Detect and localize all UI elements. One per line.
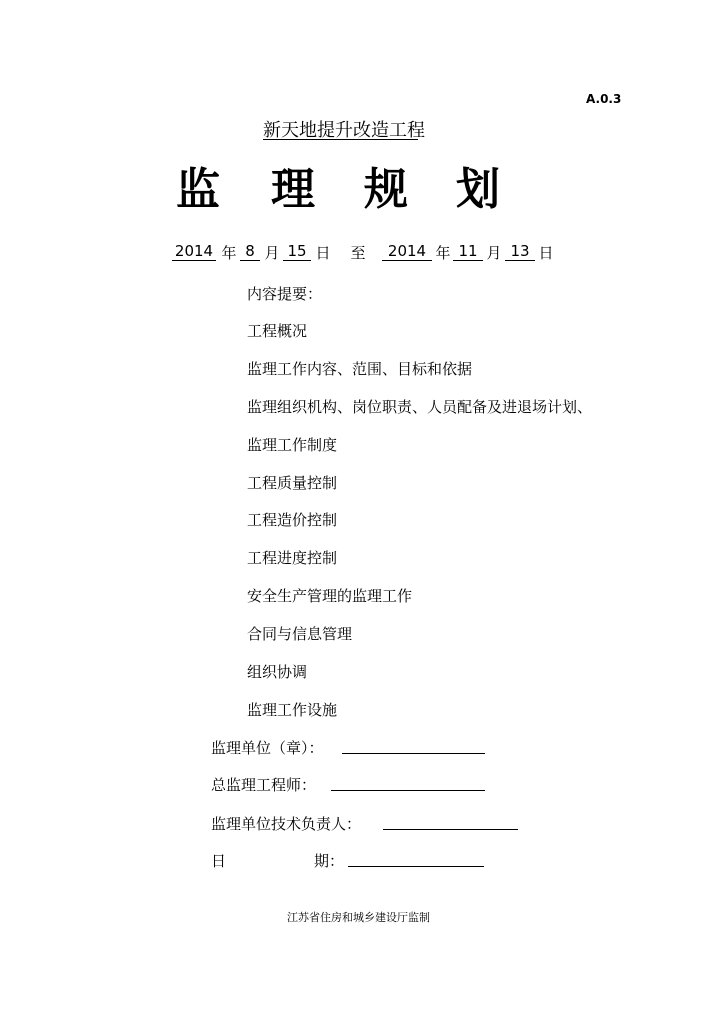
start-year: 2014 <box>172 242 216 261</box>
date-line <box>348 866 484 867</box>
title-char-1: 监 <box>176 164 220 215</box>
contents-item: 监理工作设施 <box>247 701 338 719</box>
contents-item: 工程造价控制 <box>247 511 338 529</box>
period-to: 至 <box>350 244 366 262</box>
contents-item: 安全生产管理的监理工作 <box>247 587 413 605</box>
date-label-period: 期： <box>314 852 345 870</box>
chief-engineer-line <box>331 790 485 791</box>
end-year: 2014 <box>382 242 432 261</box>
end-year-unit: 年 <box>435 244 451 262</box>
end-day: 13 <box>505 242 535 261</box>
contents-item: 组织协调 <box>247 663 308 681</box>
date-label-day: 日 <box>211 852 227 870</box>
technical-lead-line <box>383 829 518 830</box>
contents-item: 工程质量控制 <box>247 474 338 492</box>
footer-issuer: 江苏省住房和城乡建设厅监制 <box>287 911 430 924</box>
project-name-underline <box>263 139 418 140</box>
supervision-unit-label: 监理单位（章）： <box>211 739 324 757</box>
start-month-unit: 月 <box>264 244 280 262</box>
start-day-unit: 日 <box>315 244 331 262</box>
start-month: 8 <box>240 242 260 261</box>
contents-item: 监理组织机构、岗位职责、人员配备及进退场计划、 <box>247 398 593 416</box>
contents-item: 监理工作内容、范围、目标和依据 <box>247 360 473 378</box>
end-month: 11 <box>453 242 483 261</box>
start-day: 15 <box>283 242 311 261</box>
end-month-unit: 月 <box>486 244 502 262</box>
chief-engineer-label: 总监理工程师： <box>211 776 317 794</box>
title-char-4: 划 <box>456 164 500 215</box>
start-year-unit: 年 <box>221 244 237 262</box>
contents-heading: 内容提要： <box>247 285 323 303</box>
contents-item: 工程进度控制 <box>247 549 338 567</box>
contents-item: 监理工作制度 <box>247 436 338 454</box>
title-char-3: 规 <box>364 164 408 215</box>
project-name: 新天地提升改造工程 <box>263 120 425 141</box>
contents-item: 工程概况 <box>247 322 308 340</box>
supervision-unit-line <box>342 753 485 754</box>
technical-lead-label: 监理单位技术负责人： <box>211 815 362 833</box>
form-code: A.0.3 <box>586 92 622 106</box>
contents-item: 合同与信息管理 <box>247 625 353 643</box>
title-char-2: 理 <box>271 164 315 215</box>
period-row <box>0 242 724 262</box>
end-day-unit: 日 <box>538 244 554 262</box>
